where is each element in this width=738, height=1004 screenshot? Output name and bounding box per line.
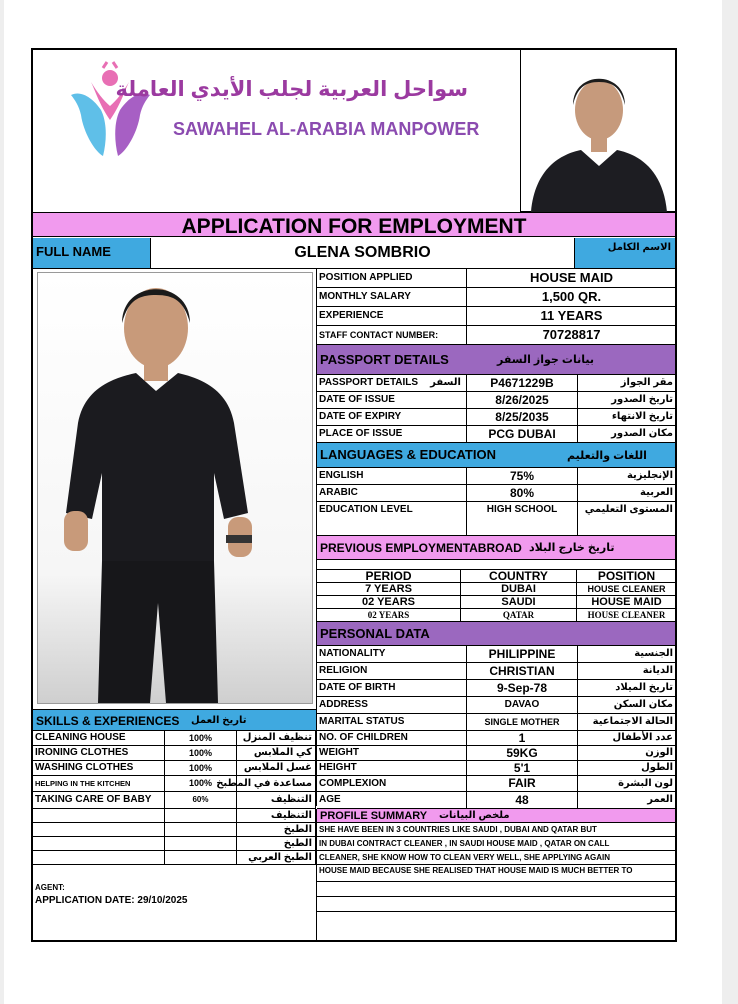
skills-table [33,731,316,861]
employment-table [316,570,675,622]
skills-section-header [33,709,316,731]
skill-label-washing: WASHING CLOTHES [33,761,165,776]
skill-arabic-cleaning: تنظيف المنزل [237,731,316,746]
skill-arabic-empty-4: الطبخ العربي [237,851,316,865]
passport-arabic-issue: تاريخ الصدور [578,392,676,409]
title-bar [33,212,675,237]
language-arabic-english: الإنجليزية [578,468,676,485]
company-name-arabic: سواحل العربية لجلب الأيدي العاملة [115,78,468,101]
personal-label-complexion: COMPLEXION [317,776,467,792]
employment-position-3: HOUSE CLEANER [577,609,676,622]
employment-country-2: SAUDI [461,596,577,609]
job-value-contact: 70728817 [467,326,676,345]
full-name-value: GLENA SOMBRIO [294,244,431,261]
skill-arabic-empty-2: الطبخ [237,823,316,837]
passport-label-expiry: DATE OF EXPIRY [317,409,467,426]
profile-blank-1 [317,882,676,897]
employment-period-2: 02 YEARS [317,596,461,609]
personal-arabic-religion: الديانة [578,663,676,680]
job-label-experience: EXPERIENCE [317,307,467,326]
skill-value-ironing: 100% [165,746,237,761]
page-sheet [4,0,722,1004]
employment-position-1: HOUSE CLEANER [577,583,676,596]
employment-title-arabic: تاريخ خارج البلاد [529,542,615,554]
passport-arabic-expiry: تاريخ الانتهاء [578,409,676,426]
job-label-contact: STAFF CONTACT NUMBER: [317,326,467,345]
personal-value-complexion: FAIR [467,776,578,792]
personal-arabic-age: العمر [578,792,676,809]
passport-table [316,375,675,443]
job-label-position: POSITION APPLIED [317,269,467,288]
skill-arabic-washing: غسل الملابس [237,761,316,776]
language-label-arabic: ARABIC [317,485,467,502]
personal-label-age: AGE [317,792,467,809]
personal-value-address: DAVAO [467,697,578,714]
passport-arabic-place: مكان الصدور [578,426,676,443]
skill-label-empty-2 [33,823,165,837]
profile-title-arabic: ملخص البيانات [439,810,510,821]
profile-line-4: HOUSE MAID BECAUSE SHE REALISED THAT HOUSE MAID IS MUCH BETTER TO [317,865,676,882]
language-arabic-arabic: العربية [578,485,676,502]
education-value: HIGH SCHOOL [467,502,578,536]
personal-title: PERSONAL DATA [320,626,430,641]
logo [63,60,158,160]
personal-value-religion: CHRISTIAN [467,663,578,680]
personal-value-nationality: PHILIPPINE [467,646,578,663]
personal-label-nationality: NATIONALITY [317,646,467,663]
languages-title-arabic: اللغات والتعليم [567,450,647,462]
skill-arabic-kitchen: مساعدة في المطبخ [237,776,316,792]
employment-country-3: QATAR [461,609,577,622]
passport-label-issue: DATE OF ISSUE [317,392,467,409]
employment-section-header [316,536,675,560]
profile-line-3: CLEANER, SHE KNOW HOW TO CLEAN VERY WELL, SHE APPLYING AGAIN [317,851,676,865]
personal-arabic-children: عدد الأطفال [578,731,676,746]
job-table [316,269,675,345]
employment-header-period: PERIOD [317,570,461,583]
passport-value-issue: 8/26/2025 [467,392,578,409]
logo-hands-icon [63,60,158,160]
employment-period-1: 7 YEARS [317,583,461,596]
job-value-salary: 1,500 QR. [467,288,676,307]
employment-country-1: DUBAI [461,583,577,596]
profile-line-2: IN DUBAI CONTRACT CLEANER , IN SAUDI HOUSE MAID , QATAR ON CALL [317,837,676,851]
personal-arabic-height: الطول [578,761,676,776]
full-name-label-cell [33,238,151,269]
personal-arabic-complexion: لون البشرة [578,776,676,792]
personal-label-children: NO. OF CHILDREN [317,731,467,746]
personal-table-top [316,646,675,731]
full-name-label: FULL NAME [36,244,111,259]
passport-value-expiry: 8/25/2035 [467,409,578,426]
education-label: EDUCATION LEVEL [317,502,467,536]
company-name-english: SAWAHEL AL-ARABIA MANPOWER [173,119,480,139]
skill-label-ironing: IRONING CLOTHES [33,746,165,761]
agent-box [33,864,316,940]
skills-title-arabic: تاريخ العمل [191,715,247,726]
skill-label-empty-4 [33,851,165,865]
skill-label-baby: TAKING CARE OF BABY [33,792,165,809]
skill-arabic-empty-1: التنظيف [237,809,316,823]
skill-value-empty-4 [165,851,237,865]
personal-arabic-dob: تاريخ الميلاد [578,680,676,697]
passport-arabic-number: مقر الجواز [578,375,676,392]
skill-value-baby: 60% [165,792,237,809]
full-name-arabic-cell [574,238,675,269]
skill-label-cleaning: CLEANING HOUSE [33,731,165,746]
personal-value-weight: 59KG [467,746,578,761]
personal-arabic-nationality: الجنسية [578,646,676,663]
personal-value-height: 5'1 [467,761,578,776]
job-value-position: HOUSE MAID [467,269,676,288]
profile-blank-2 [317,897,676,912]
personal-label-marital: MARITAL STATUS [317,714,467,731]
job-value-experience: 11 YEARS [467,307,676,326]
skill-arabic-ironing: كي الملابس [237,746,316,761]
profile-summary [316,823,675,940]
employment-title: PREVIOUS EMPLOYMENTABROAD [320,541,522,555]
skill-value-empty-2 [165,823,237,837]
profile-title: PROFILE SUMMARY [320,810,428,822]
skill-value-empty-1 [165,809,237,823]
education-arabic: المستوى التعليمي [578,502,676,536]
personal-label-height: HEIGHT [317,761,467,776]
languages-section-header [316,443,675,468]
profile-photo-small [520,50,675,212]
skills-title: SKILLS & EXPERIENCES [36,714,180,728]
skill-value-kitchen: 100% [165,776,237,792]
employment-header-position: POSITION [577,570,676,583]
employment-period-3: 02 YEARS [317,609,461,622]
languages-table [316,468,675,536]
application-form [31,48,677,942]
skill-label-kitchen: HELPING IN THE KITCHEN [33,776,165,792]
profile-section-header [316,809,675,823]
language-label-english: ENGLISH [317,468,467,485]
personal-value-age: 48 [467,792,578,809]
skill-arabic-baby: التنظيف [237,792,316,809]
skill-label-empty-3 [33,837,165,851]
form-title: APPLICATION FOR EMPLOYMENT [181,215,527,238]
personal-arabic-marital: الحالة الاجتماعية [578,714,676,731]
skill-value-empty-3 [165,837,237,851]
language-value-english: 75% [467,468,578,485]
profile-blank-3 [317,912,676,940]
personal-arabic-weight: الوزن [578,746,676,761]
personal-label-weight: WEIGHT [317,746,467,761]
profile-line-1: SHE HAVE BEEN IN 3 COUNTRIES LIKE SAUDI , DUBAI AND QATAR BUT [317,823,676,837]
personal-label-dob: DATE OF BIRTH [317,680,467,697]
skill-arabic-empty-3: الطبخ [237,837,316,851]
personal-label-religion: RELIGION [317,663,467,680]
language-value-arabic: 80% [467,485,578,502]
employment-position-2: HOUSE MAID [577,596,676,609]
agent-label: AGENT: [35,883,65,892]
passport-label-number: PASSPORT DETAILS السفر [317,375,467,392]
skill-value-washing: 100% [165,761,237,776]
languages-title: LANGUAGES & EDUCATION [320,447,496,462]
passport-title-arabic: بيانات جواز السفر [497,354,594,366]
application-date: APPLICATION DATE: 29/10/2025 [35,895,188,906]
personal-value-marital: SINGLE MOTHER [467,714,578,731]
personal-table-bottom [316,731,675,806]
employment-header-country: COUNTRY [461,570,577,583]
passport-value-place: PCG DUBAI [467,426,578,443]
passport-label-place: PLACE OF ISSUE [317,426,467,443]
full-name-arabic-label: الاسم الكامل [607,242,671,253]
profile-photo-large [37,272,313,704]
skill-value-cleaning: 100% [165,731,237,746]
personal-label-address: ADDRESS [317,697,467,714]
full-name-value-cell [151,238,574,269]
job-label-salary: MONTHLY SALARY [317,288,467,307]
personal-value-children: 1 [467,731,578,746]
skill-label-empty-1 [33,809,165,823]
personal-arabic-address: مكان السكن [578,697,676,714]
personal-value-dob: 9-Sep-78 [467,680,578,697]
passport-section-header [316,345,675,375]
personal-section-header [316,622,675,646]
passport-title: PASSPORT DETAILS [320,352,449,367]
passport-value-number: P4671229B [467,375,578,392]
